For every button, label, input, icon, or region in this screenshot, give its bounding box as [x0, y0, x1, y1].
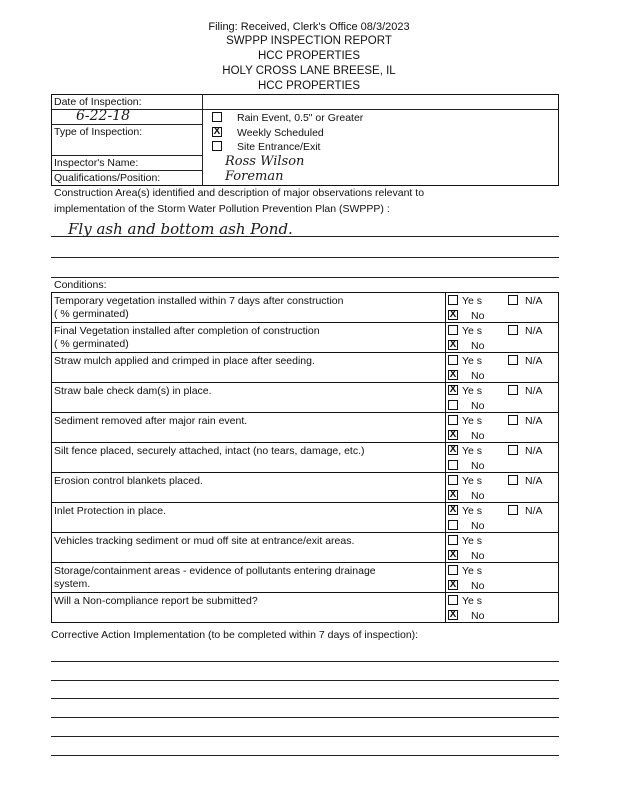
condition-row — [52, 413, 559, 443]
no-checkbox[interactable]: X — [449, 489, 457, 500]
yes-checkbox[interactable]: X — [449, 444, 457, 455]
na-label: N/A — [525, 325, 543, 337]
na-checkbox[interactable] — [508, 385, 518, 395]
condition-text-line2: ( % germinated) — [54, 308, 129, 320]
condition-text: Sediment removed after major rain event. — [54, 415, 248, 427]
yes-label: Ye s — [462, 325, 483, 337]
condition-text: Will a Non-compliance report be submitted? — [54, 595, 258, 607]
no-label: No — [471, 400, 485, 412]
yes-label: Ye s — [462, 475, 483, 487]
no-checkbox[interactable] — [448, 520, 458, 530]
qualifications-label: Qualifications/Position: — [54, 172, 161, 184]
condition-row — [52, 353, 559, 383]
condition-text-line2: ( % germinated) — [54, 338, 129, 350]
construction-label-2: implementation of the Storm Water Pollution Prevention Plan (SWPPP) : — [54, 203, 390, 215]
construction-observation[interactable]: Fly ash and bottom ash Pond. — [68, 220, 293, 238]
yes-checkbox[interactable] — [448, 325, 458, 335]
condition-row — [52, 293, 559, 323]
yes-checkbox[interactable] — [448, 595, 458, 605]
condition-row — [52, 383, 559, 413]
na-label: N/A — [525, 415, 543, 427]
condition-text: Storage/containment areas - evidence of pollutants entering drainage — [54, 565, 376, 577]
na-checkbox[interactable] — [508, 445, 518, 455]
condition-text-line2: system. — [54, 578, 91, 590]
no-label: No — [471, 460, 485, 472]
no-label: No — [471, 430, 485, 442]
inspector-label: Inspector's Name: — [54, 157, 139, 169]
no-checkbox[interactable] — [448, 460, 458, 470]
company-address: HOLY CROSS LANE BREESE, IL — [222, 65, 396, 77]
filing-stamp: Filing: Received, Clerk's Office 08/3/2023 — [208, 21, 410, 33]
yes-label: Ye s — [462, 595, 483, 607]
yes-checkbox[interactable]: X — [449, 504, 457, 515]
conditions-label: Conditions: — [54, 279, 107, 291]
yes-checkbox[interactable] — [448, 355, 458, 365]
no-label: No — [471, 370, 485, 382]
no-label: No — [471, 520, 485, 532]
na-label: N/A — [525, 445, 543, 457]
yes-checkbox[interactable] — [448, 415, 458, 425]
na-checkbox[interactable] — [508, 295, 518, 305]
no-label: No — [471, 490, 485, 502]
yes-label: Ye s — [462, 355, 483, 367]
site-entrance-label: Site Entrance/Exit — [237, 141, 321, 153]
condition-text: Erosion control blankets placed. — [54, 475, 203, 487]
na-label: N/A — [525, 475, 543, 487]
corrective-label: Corrective Action Implementation (to be completed within 7 days of inspection): — [51, 629, 419, 641]
site-entrance-checkbox[interactable] — [212, 141, 222, 151]
no-label: No — [471, 580, 485, 592]
condition-row — [52, 533, 559, 563]
na-label: N/A — [525, 505, 543, 517]
na-checkbox[interactable] — [508, 475, 518, 485]
condition-text: Silt fence placed, securely attached, intact (no tears, damage, etc.) — [54, 445, 365, 457]
rain-event-label: Rain Event, 0.5" or Greater — [237, 112, 364, 124]
no-checkbox[interactable]: X — [449, 609, 457, 620]
yes-label: Ye s — [462, 565, 483, 577]
yes-label: Ye s — [462, 505, 483, 517]
yes-label: Ye s — [462, 535, 483, 547]
condition-text: Temporary vegetation installed within 7 days after construction — [54, 295, 344, 307]
condition-row — [52, 473, 559, 503]
yes-checkbox[interactable] — [448, 475, 458, 485]
no-label: No — [471, 310, 485, 322]
na-checkbox[interactable] — [508, 355, 518, 365]
na-label: N/A — [525, 355, 543, 367]
no-checkbox[interactable]: X — [449, 309, 457, 320]
yes-checkbox[interactable]: X — [449, 384, 457, 395]
condition-text: Inlet Protection in place. — [54, 505, 167, 517]
no-checkbox[interactable]: X — [449, 339, 457, 350]
yes-label: Ye s — [462, 445, 483, 457]
qualifications-value[interactable]: Foreman — [225, 169, 284, 184]
na-checkbox[interactable] — [508, 505, 518, 515]
construction-label-1: Construction Area(s) identified and description of major observations relevant to — [54, 187, 425, 199]
company-name-2: HCC PROPERTIES — [257, 80, 361, 92]
weekly-scheduled-label: Weekly Scheduled — [237, 127, 324, 139]
condition-row — [52, 323, 559, 353]
report-title: SWPPP INSPECTION REPORT — [226, 35, 392, 47]
yes-checkbox[interactable] — [448, 565, 458, 575]
na-label: N/A — [525, 295, 543, 307]
rain-event-checkbox[interactable] — [212, 112, 222, 122]
condition-text: Straw bale check dam(s) in place. — [54, 385, 212, 397]
no-checkbox[interactable] — [448, 400, 458, 410]
na-checkbox[interactable] — [508, 415, 518, 425]
weekly-scheduled-checkbox[interactable]: X — [213, 126, 221, 137]
inspector-value[interactable]: Ross Wilson — [225, 154, 305, 169]
condition-text: Final Vegetation installed after completion of construction — [54, 325, 320, 337]
yes-label: Ye s — [462, 415, 483, 427]
no-checkbox[interactable]: X — [449, 579, 457, 590]
yes-label: Ye s — [462, 295, 483, 307]
condition-row — [52, 563, 559, 593]
conditions-table — [51, 292, 559, 623]
condition-row — [52, 503, 559, 533]
condition-row — [52, 593, 559, 623]
no-label: No — [471, 340, 485, 352]
condition-text: Vehicles tracking sediment or mud off site at entrance/exit areas. — [54, 535, 355, 547]
yes-checkbox[interactable] — [448, 535, 458, 545]
condition-text: Straw mulch applied and crimped in place after seeding. — [54, 355, 315, 367]
yes-checkbox[interactable] — [448, 295, 458, 305]
type-label: Type of Inspection: — [54, 126, 143, 138]
no-checkbox[interactable]: X — [449, 549, 457, 560]
date-value[interactable]: 6-22-18 — [76, 108, 130, 124]
na-checkbox[interactable] — [508, 325, 518, 335]
no-checkbox[interactable]: X — [449, 429, 457, 440]
no-label: No — [471, 610, 485, 622]
no-checkbox[interactable]: X — [449, 369, 457, 380]
company-name: HCC PROPERTIES — [257, 50, 361, 62]
date-label: Date of Inspection: — [54, 96, 142, 108]
yes-label: Ye s — [462, 385, 483, 397]
condition-row — [52, 443, 559, 473]
na-label: N/A — [525, 385, 543, 397]
no-label: No — [471, 550, 485, 562]
